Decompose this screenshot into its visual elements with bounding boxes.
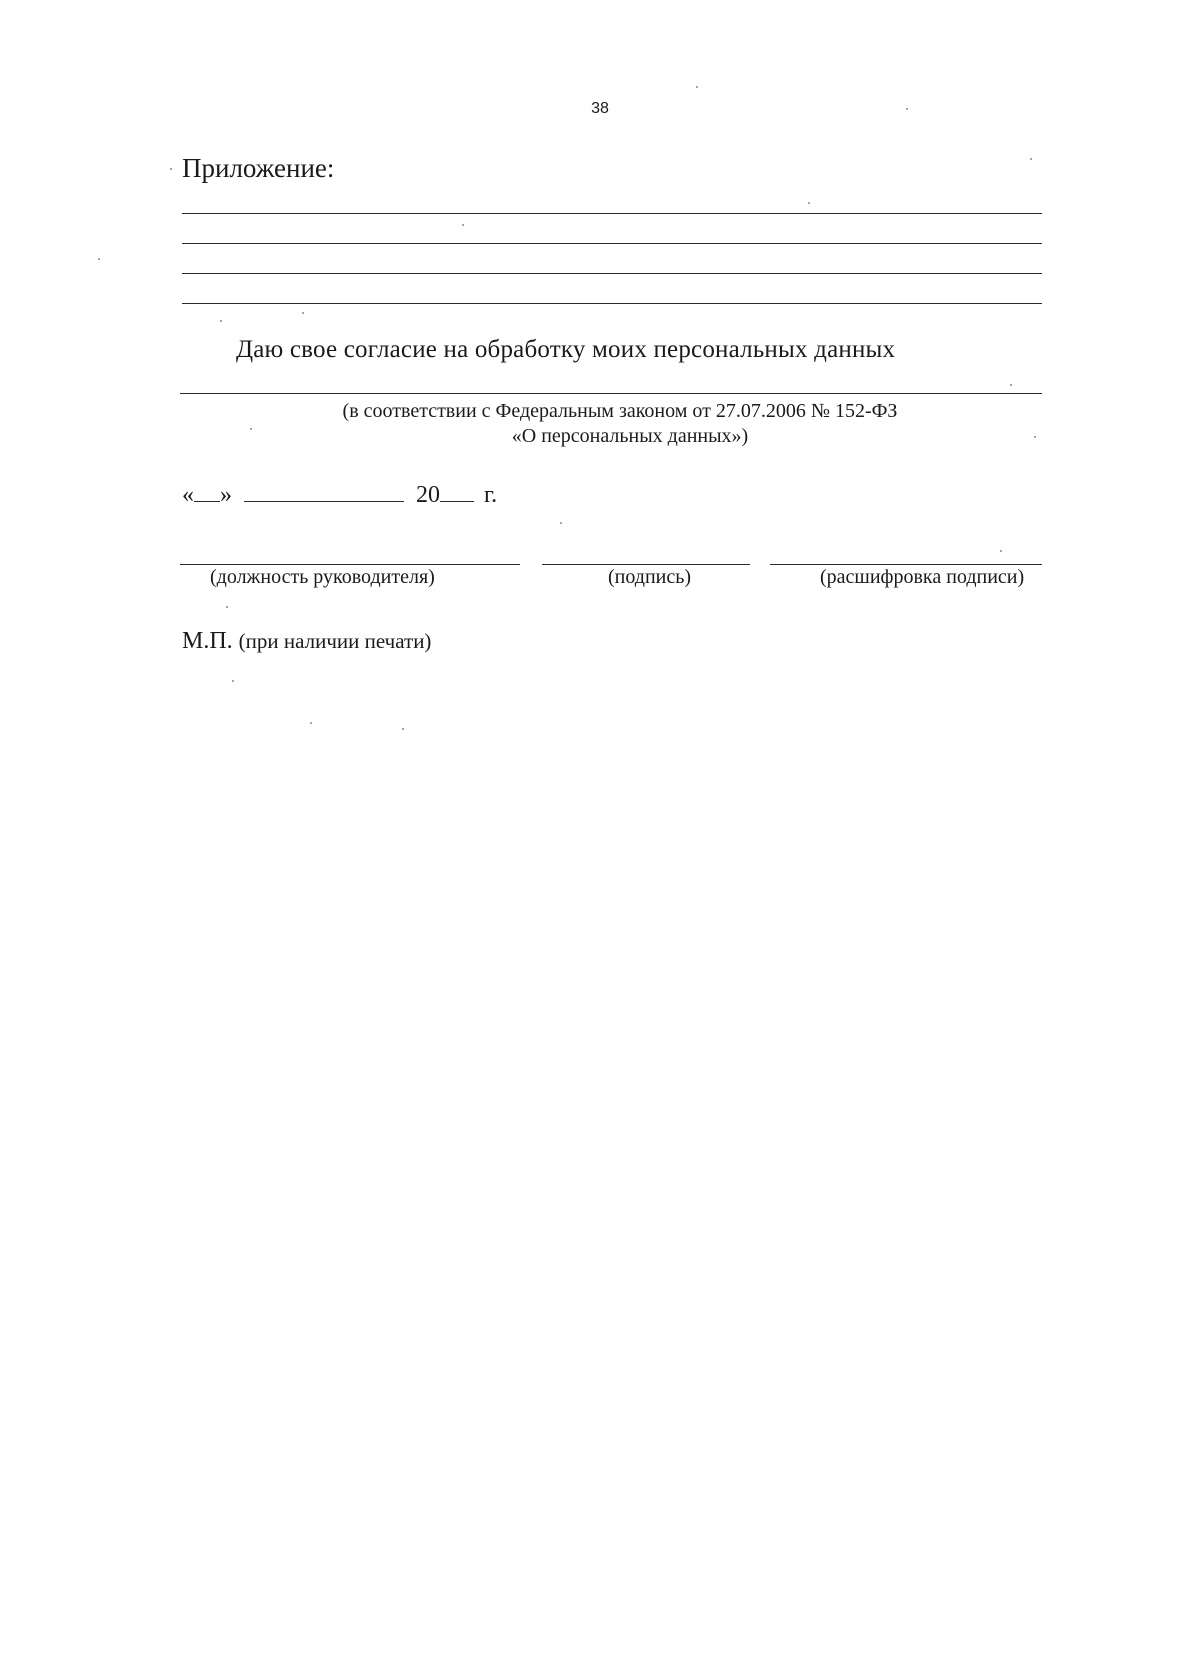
- appendix-line-1: [182, 213, 1042, 214]
- year-suffix: г.: [484, 482, 498, 508]
- scan-speck: [310, 722, 312, 724]
- consent-statement: Даю свое согласие на обработку моих персональных данных: [236, 336, 896, 363]
- scan-speck: [250, 428, 252, 430]
- scan-speck: [302, 312, 304, 314]
- decoding-signature-line: [770, 564, 1042, 565]
- scan-speck: [1000, 550, 1002, 552]
- decoding-caption: (расшифровка подписи): [820, 566, 1025, 588]
- consent-underline: [180, 393, 1042, 394]
- signature-line: [542, 564, 750, 565]
- scan-speck: [232, 680, 234, 682]
- stamp-prefix: М.П.: [182, 628, 233, 654]
- stamp-note: (при наличии печати): [238, 629, 432, 653]
- scan-speck: [170, 168, 172, 170]
- appendix-line-2: [182, 243, 1042, 244]
- scan-speck: [402, 728, 404, 730]
- scan-speck: [1030, 158, 1032, 160]
- scan-speck: [1034, 436, 1036, 438]
- scan-speck: [1010, 384, 1012, 386]
- scan-speck: [808, 202, 810, 204]
- day-blank: [194, 479, 220, 502]
- scan-speck: [906, 108, 908, 110]
- stamp-label: [182, 628, 431, 655]
- month-blank: [244, 479, 404, 502]
- scan-speck: [696, 86, 698, 88]
- appendix-line-3: [182, 273, 1042, 274]
- date-close-quote: »: [220, 482, 232, 508]
- position-signature-line: [180, 564, 520, 565]
- scan-speck: [462, 224, 464, 226]
- scan-speck: [220, 320, 222, 322]
- law-reference-line-1: (в соответствии с Федеральным законом от 27.07.2006 № 152-ФЗ: [342, 400, 898, 422]
- page-number: 38: [591, 100, 609, 117]
- law-reference-line-2: «О персональных данных»): [511, 425, 749, 447]
- scan-speck: [560, 522, 562, 524]
- scan-speck: [98, 258, 100, 260]
- scan-speck: [226, 606, 228, 608]
- signature-caption: (подпись): [608, 566, 692, 588]
- year-prefix: 20: [416, 482, 440, 508]
- date-line: [182, 479, 497, 509]
- appendix-label: Приложение:: [182, 153, 335, 183]
- year-blank: [440, 479, 474, 502]
- position-caption: (должность руководителя): [210, 566, 435, 588]
- date-open-quote: «: [182, 482, 194, 508]
- appendix-line-4: [182, 303, 1042, 304]
